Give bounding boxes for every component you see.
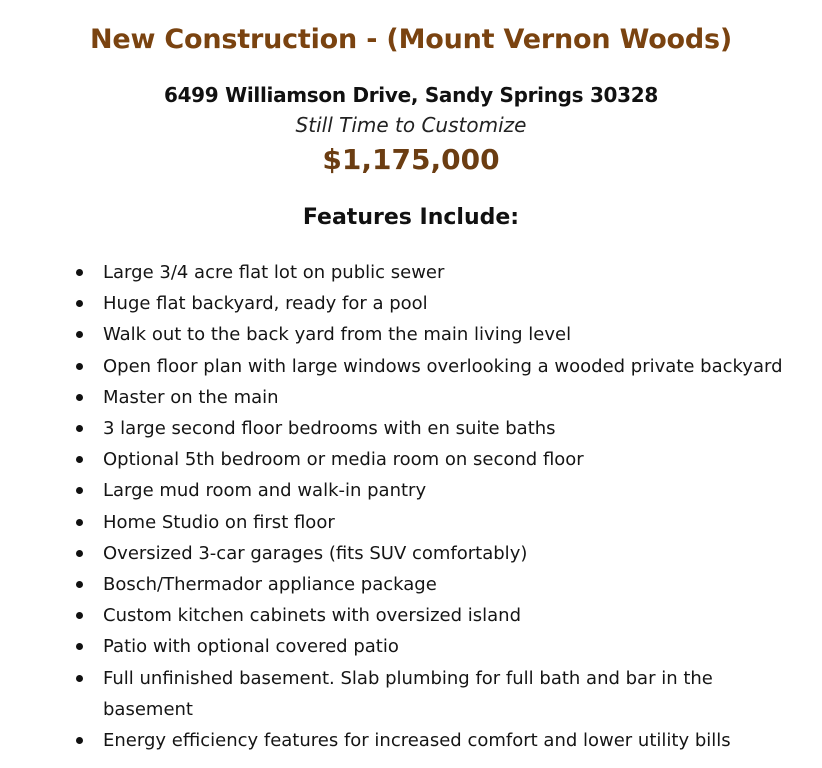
- feature-item: [70, 382, 810, 413]
- bullet-icon: [76, 269, 83, 276]
- feature-item: [70, 475, 810, 506]
- feature-text: Custom kitchen cabinets with oversized island: [103, 605, 522, 627]
- bullet-icon: [76, 519, 83, 526]
- feature-item: [70, 351, 810, 382]
- bullet-icon: [76, 643, 83, 650]
- feature-text: Huge flat backyard, ready for a pool: [103, 293, 428, 315]
- customize-tagline: Still Time to Customize: [295, 113, 527, 137]
- feature-text: Patio with optional covered patio: [103, 636, 399, 658]
- bullet-icon: [76, 456, 83, 463]
- feature-text: 3 large second floor bedrooms with en suite baths: [103, 418, 556, 440]
- feature-item: [70, 444, 810, 475]
- feature-text: Oversized 3-car garages (fits SUV comfortably): [103, 542, 528, 564]
- feature-item: [70, 725, 810, 756]
- feature-item: [70, 631, 810, 662]
- feature-text: Master on the main: [103, 386, 279, 408]
- feature-item: [70, 569, 810, 600]
- feature-item: [70, 257, 810, 288]
- bullet-icon: [76, 487, 83, 494]
- features-list: [70, 257, 810, 756]
- feature-item: [70, 319, 810, 350]
- features-heading: Features Include:: [302, 205, 520, 230]
- feature-text: Large mud room and walk-in pantry: [103, 480, 427, 502]
- feature-item: [70, 288, 810, 319]
- feature-item: [70, 600, 810, 631]
- feature-text: Energy efficiency features for increased comfort and lower utility bills: [103, 730, 731, 752]
- feature-item: [70, 663, 810, 725]
- bullet-icon: [76, 363, 83, 370]
- feature-text: Large 3/4 acre flat lot on public sewer: [103, 262, 445, 283]
- bullet-icon: [76, 612, 83, 619]
- feature-text: Bosch/Thermador appliance package: [103, 574, 437, 596]
- listing-price: $1,175,000: [322, 143, 500, 176]
- feature-text: Open floor plan with large windows overlooking a wooded private backyard: [103, 355, 783, 377]
- bullet-icon: [76, 331, 83, 338]
- feature-text: Walk out to the back yard from the main living level: [103, 324, 572, 346]
- listing-title: New Construction - (Mount Vernon Woods): [89, 24, 733, 55]
- feature-text: Full unfinished basement. Slab plumbing for full bath and bar in the basement: [103, 667, 713, 720]
- property-address: 6499 Williamson Drive, Sandy Springs 30328: [163, 83, 659, 107]
- feature-item: [70, 538, 810, 569]
- feature-item: [70, 507, 810, 538]
- feature-text: Optional 5th bedroom or media room on second floor: [103, 449, 584, 471]
- bullet-icon: [76, 581, 83, 588]
- feature-item: [70, 413, 810, 444]
- bullet-icon: [76, 550, 83, 557]
- bullet-icon: [76, 425, 83, 432]
- feature-text: Home Studio on first floor: [103, 511, 335, 533]
- bullet-icon: [76, 394, 83, 401]
- bullet-icon: [76, 675, 83, 682]
- bullet-icon: [76, 300, 83, 307]
- bullet-icon: [76, 737, 83, 744]
